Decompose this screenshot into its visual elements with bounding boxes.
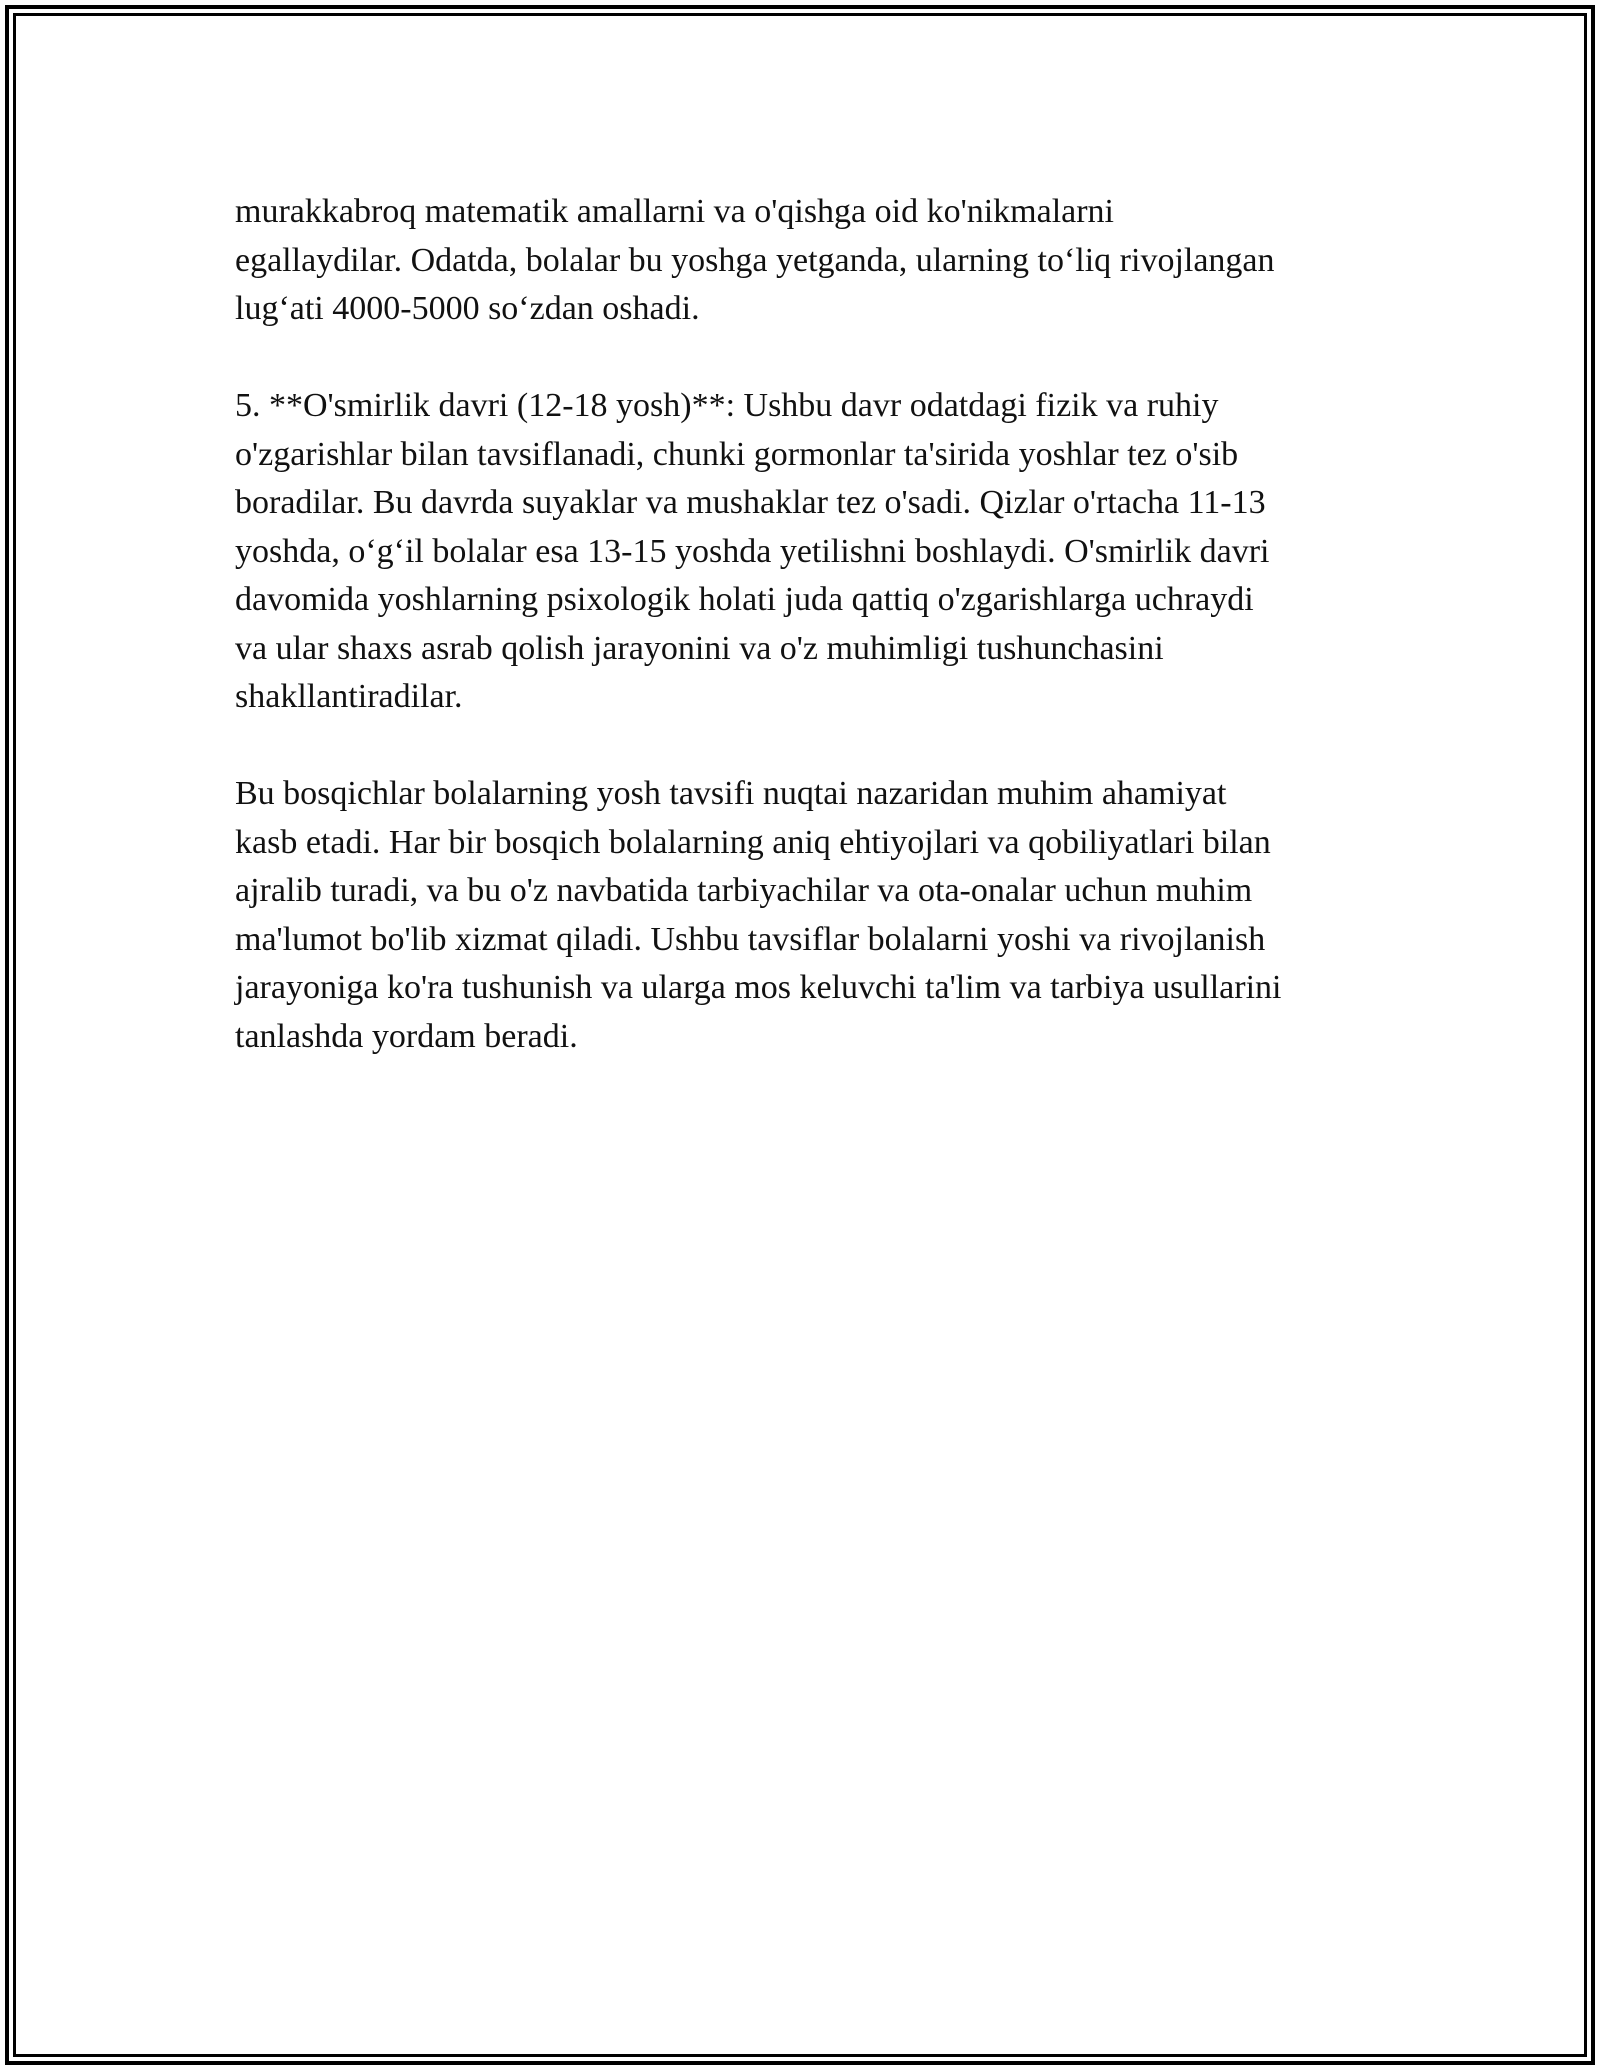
text-line: murakkabroq matematik amallarni va o'qishga oid ko'nikmalarni xyxy=(235,193,1115,230)
text-line: davomida yoshlarning psixologik holati juda qattiq o'zgarishlarga uchraydi xyxy=(235,581,1254,618)
text-line: jarayoniga ko'ra tushunish va ularga mos keluvchi ta'lim va tarbiya usullarini xyxy=(235,969,1282,1006)
text-line: 5. **O'smirlik davri (12-18 yosh)**: Ushbu davr odatdagi fizik va ruhiy xyxy=(235,387,1219,424)
text-line: ajralib turadi, va bu o'z navbatida tarbiyachilar va ota-onalar uchun muhim xyxy=(235,872,1253,909)
text-line: o'zgarishlar bilan tavsiflanadi, chunki gormonlar ta'sirida yoshlar tez o'sib xyxy=(235,435,1239,473)
paragraph-conclusion xyxy=(235,770,1375,1061)
text-line: ma'lumot bo'lib xizmat qiladi. Ushbu tavsiflar bolalarni yoshi va rivojlanish xyxy=(235,920,1266,958)
text-line: lug‘ati 4000-5000 so‘zdan oshadi. xyxy=(235,290,700,327)
page-body xyxy=(235,188,1375,1110)
text-line: va ular shaxs asrab qolish jarayonini va o'z muhimligi tushunchasini xyxy=(235,629,1164,667)
paragraph-intro-continuation xyxy=(235,188,1375,334)
text-line: tanlashda yordam beradi. xyxy=(235,1017,578,1055)
paragraph-adolescence xyxy=(235,382,1375,722)
text-line: kasb etadi. Har bir bosqich bolalarning aniq ehtiyojlari va qobiliyatlari bilan xyxy=(235,823,1271,861)
text-line: shakllantiradilar. xyxy=(235,678,463,715)
text-line: egallaydilar. Odatda, bolalar bu yoshga yetganda, ularning to‘liq rivojlangan xyxy=(235,241,1275,279)
text-line: Bu bosqichlar bolalarning yosh tavsifi nuqtai nazaridan muhim ahamiyat xyxy=(235,775,1227,812)
text-line: yoshda, o‘g‘il bolalar esa 13-15 yoshda yetilishni boshlaydi. O'smirlik davri xyxy=(235,532,1270,570)
text-line: boradilar. Bu davrda suyaklar va mushaklar tez o'sadi. Qizlar o'rtacha 11-13 xyxy=(235,484,1266,521)
